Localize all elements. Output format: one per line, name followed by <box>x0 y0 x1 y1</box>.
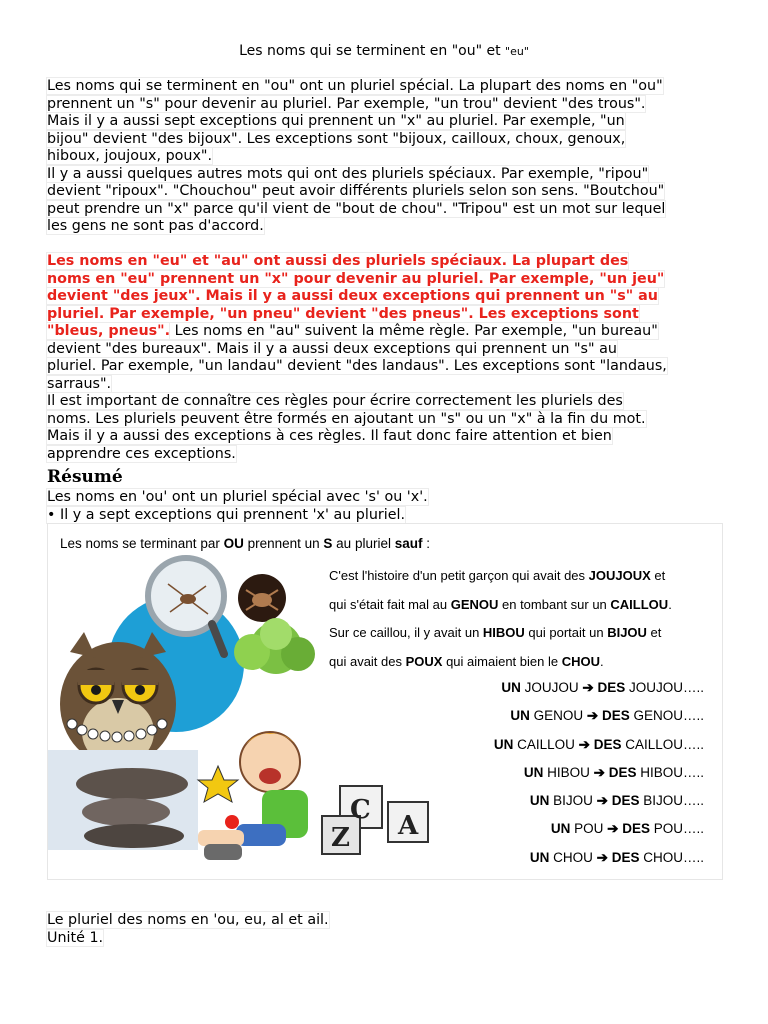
story-text <box>329 562 719 676</box>
text-line: apprendre ces exceptions. <box>47 445 236 462</box>
figure-heading: Les noms se terminant par OU prennent un S au pluriel sauf : <box>60 536 430 551</box>
block-letter-a: A <box>398 811 419 841</box>
arrow-right-icon: ➔ <box>596 849 608 865</box>
text-line: Les noms en "au" suivent la même règle. Par exemple, "un bureau" <box>170 323 658 339</box>
text-line: prennent un "s" pour devenir au pluriel. Par exemple, "un trou" devient "des trous". <box>47 95 646 112</box>
text-line: bijou" devient "des bijoux". Les exceptions sont "bijoux, cailloux, choux, genoux, <box>47 130 626 147</box>
owl-icon <box>60 632 176 768</box>
story-line: C'est l'histoire d'un petit garçon qui avait des JOUJOUX et <box>329 568 666 583</box>
arrow-right-icon: ➔ <box>607 821 619 837</box>
highlight-line: "bleus, pneus". <box>47 323 171 339</box>
plural-row: UN GENOU ➔ DES GENOU….. <box>510 708 704 724</box>
text-line: hiboux, joujoux, poux". <box>47 148 213 164</box>
text-line: Mais il y a aussi des exceptions à ces règles. Il faut donc faire attention et bien <box>47 428 612 444</box>
plural-row: UN CAILLOU ➔ DES CAILLOU….. <box>493 736 704 752</box>
text-line: Il y a aussi quelques autres mots qui ont des pluriels spéciaux. Par exemple, "ripou" <box>47 165 649 182</box>
stones-icon <box>48 750 198 850</box>
page-title <box>0 42 768 61</box>
footer <box>47 912 727 947</box>
summary <box>47 489 727 524</box>
text-line: noms. Les pluriels peuvent être formés en ajoutant un "s" ou un "x" à la fin du mot. <box>47 410 646 427</box>
paragraph-eu-au <box>47 253 727 463</box>
summary-line: • Il y a sept exceptions qui prennent 'x' au pluriel. <box>47 506 406 523</box>
crying-boy-icon <box>198 732 308 860</box>
plural-row: UN HIBOU ➔ DES HIBOU….. <box>523 764 704 780</box>
text-line: sarraus". <box>47 375 112 392</box>
plural-row: UN CHOU ➔ DES CHOU….. <box>529 849 704 865</box>
summary-line: Les noms en 'ou' ont un pluriel spécial avec 's' ou 'x'. <box>47 489 428 505</box>
text-line: devient "des bureaux". Mais il y a aussi deux exceptions qui prennent un "s" au <box>47 340 617 357</box>
highlight-line: devient "des jeux". Mais il y a aussi deux exceptions qui prennent un "s" au <box>47 288 658 304</box>
illustration-art <box>48 554 419 879</box>
plural-row: UN POU ➔ DES POU….. <box>550 821 704 837</box>
footer-line: Unité 1. <box>47 929 104 946</box>
arrow-right-icon: ➔ <box>578 736 590 752</box>
arrow-right-icon: ➔ <box>593 764 605 780</box>
text-line: peut prendre un "x" parce qu'il vient de "bout de chou". "Tripou" est un mot sur lequel <box>47 200 666 217</box>
letter-blocks-icon <box>322 786 428 854</box>
highlight-line: pluriel. Par exemple, "un pneu" devient "des pneus". Les exceptions sont <box>47 305 639 322</box>
story-line: Sur ce caillou, il y avait un HIBOU qui portait un BIJOU et <box>329 625 662 640</box>
highlight-line: noms en "eu" prennent un "x" pour devenir au pluriel. Par exemple, "un jeu" <box>47 270 665 287</box>
highlight-line: Les noms en "eu" et "au" ont aussi des pluriels spéciaux. La plupart des <box>47 253 629 269</box>
footer-line: Le pluriel des noms en 'ou, eu, al et ail. <box>47 912 329 928</box>
text-line: Il est important de connaître ces règles pour écrire correctement les pluriels des <box>47 393 623 409</box>
title-small: "eu" <box>505 45 529 58</box>
plural-row: UN JOUJOU ➔ DES JOUJOU….. <box>501 680 704 695</box>
text-line: les gens ne sont pas d'accord. <box>47 218 264 234</box>
text-line: Les noms qui se terminent en "ou" ont un pluriel spécial. La plupart des noms en "ou" <box>47 78 663 94</box>
resume-heading: Résumé <box>47 467 123 487</box>
text-line: devient "ripoux". "Chouchou" peut avoir différents pluriels selon son sens. "Boutchou" <box>47 183 665 199</box>
louse-icon <box>238 574 286 622</box>
story-line: qui avait des POUX qui aimaient bien le CHOU. <box>329 653 604 669</box>
arrow-right-icon: ➔ <box>586 708 599 724</box>
arrow-right-icon: ➔ <box>596 793 608 809</box>
plural-list <box>494 674 704 872</box>
block-letter-z: Z <box>331 823 350 853</box>
arrow-right-icon: ➔ <box>582 680 594 695</box>
text-line: Mais il y a aussi sept exceptions qui prennent un "x" au pluriel. Par exemple, "un <box>47 113 625 129</box>
paragraph-ou <box>47 78 727 236</box>
text-line: pluriel. Par exemple, "un landau" devient "des landaus". Les exceptions sont "landaus, <box>47 358 667 374</box>
block-letter-c: C <box>350 795 371 825</box>
title-main: Les noms qui se terminent en "ou" et <box>239 43 506 59</box>
plural-row: UN BIJOU ➔ DES BIJOU….. <box>529 793 704 809</box>
illustration-panel <box>47 523 723 880</box>
cabbage-icon <box>234 618 315 674</box>
story-line: qui s'était fait mal au GENOU en tombant sur un CAILLOU. <box>329 596 672 612</box>
